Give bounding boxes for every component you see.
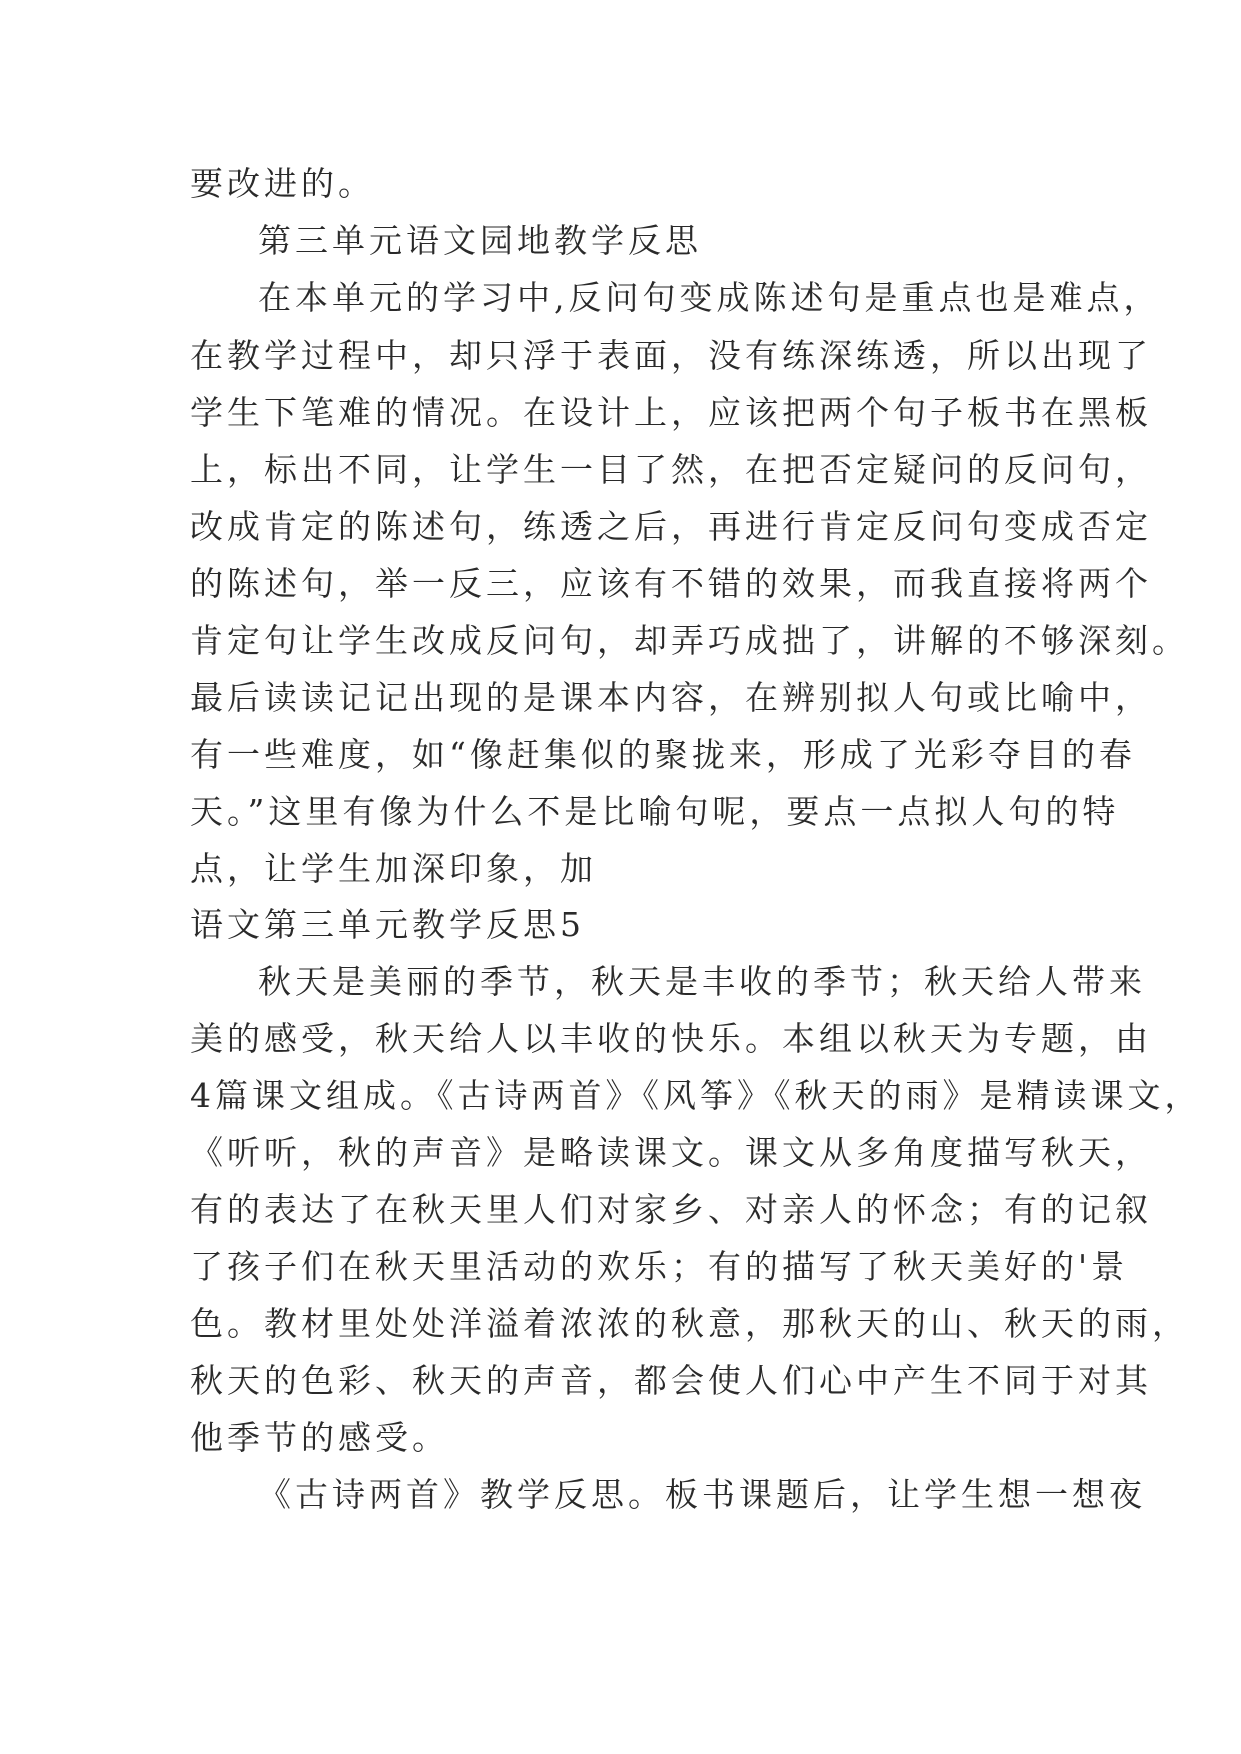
section-title-2: 语文第三单元教学反思5	[190, 905, 585, 944]
text-line-21: 色。教材里处处洋溢着浓浓的秋意，那秋天的山、秋天的雨，	[190, 1304, 1189, 1343]
text-line-23: 他季节的感受。	[190, 1418, 449, 1457]
text-line-5: 学生下笔难的情况。在设计上，应该把两个句子板书在黑板	[190, 393, 1152, 432]
text-line-8: 的陈述句，举一反三，应该有不错的效果，而我直接将两个	[190, 564, 1152, 603]
text-line-6: 上，标出不同，让学生一目了然，在把否定疑问的反问句，	[190, 450, 1152, 489]
text-line-16: 美的感受，秋天给人以丰收的快乐。本组以秋天为专题，由	[190, 1019, 1152, 1058]
text-line-7: 改成肯定的陈述句，练透之后，再进行肯定反问句变成否定	[190, 507, 1152, 546]
text-line-15: 秋天是美丽的季节，秋天是丰收的季节；秋天给人带来	[258, 962, 1146, 1001]
section-title-1: 第三单元语文园地教学反思	[258, 221, 702, 260]
text-line-1: 要改进的。	[190, 164, 375, 203]
text-line-12: 天。”这里有像为什么不是比喻句呢，要点一点拟人句的特	[190, 792, 1120, 831]
text-line-17: 4篇课文组成。《古诗两首》《风筝》《秋天的雨》是精读课文，	[190, 1076, 1202, 1115]
text-line-9: 肯定句让学生改成反问句，却弄巧成拙了，讲解的不够深刻。	[190, 621, 1189, 660]
text-line-3: 在本单元的学习中,反问句变成陈述句是重点也是难点，	[258, 278, 1161, 317]
text-line-10: 最后读读记记出现的是课本内容，在辨别拟人句或比喻中，	[190, 678, 1152, 717]
text-line-11: 有一些难度，如“像赶集似的聚拢来，形成了光彩夺目的春	[190, 735, 1136, 774]
text-line-20: 了孩子们在秋天里活动的欢乐；有的描写了秋天美好的'景	[190, 1247, 1129, 1286]
text-line-24: 《古诗两首》教学反思。板书课题后，让学生想一想夜	[258, 1475, 1146, 1514]
text-line-19: 有的表达了在秋天里人们对家乡、对亲人的怀念；有的记叙	[190, 1190, 1152, 1229]
text-line-13: 点，让学生加深印象，加	[190, 849, 597, 888]
text-line-4: 在教学过程中，却只浮于表面，没有练深练透，所以出现了	[190, 336, 1152, 375]
text-line-18: 《听听，秋的声音》是略读课文。课文从多角度描写秋天，	[190, 1133, 1152, 1172]
text-line-22: 秋天的色彩、秋天的声音，都会使人们心中产生不同于对其	[190, 1361, 1152, 1400]
